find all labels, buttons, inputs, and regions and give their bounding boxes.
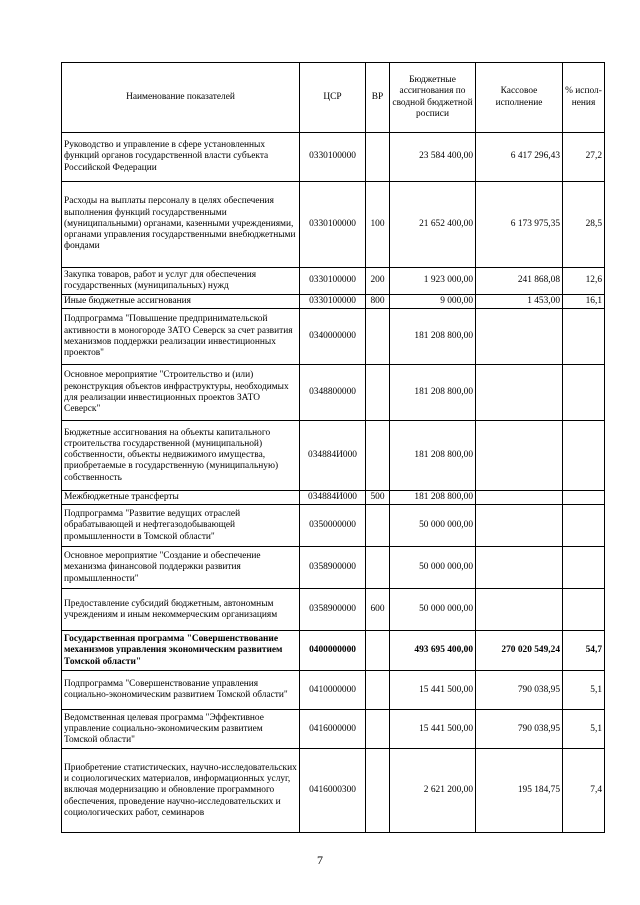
header-percent: % испол-нения — [563, 63, 605, 133]
row-csr: 0330100000 — [300, 268, 366, 295]
row-percent: 12,6 — [563, 268, 605, 295]
row-cash: 6 417 296,43 — [476, 133, 563, 182]
row-csr: 0358900000 — [300, 589, 366, 631]
header-budget: Бюджетные ассигнования по сводной бюджетной росписи — [390, 63, 476, 133]
budget-execution-table — [61, 62, 605, 833]
table-row — [62, 365, 605, 421]
row-cash — [476, 505, 563, 547]
row-budget: 1 923 000,00 — [390, 268, 476, 295]
row-budget: 50 000 000,00 — [390, 547, 476, 589]
row-name: Иные бюджетные ассигнования — [62, 295, 300, 309]
table-row — [62, 547, 605, 589]
row-budget: 493 695 400,00 — [390, 631, 476, 671]
row-cash — [476, 421, 563, 491]
row-vr — [366, 421, 390, 491]
row-vr: 800 — [366, 295, 390, 309]
table-row — [62, 710, 605, 749]
row-cash: 790 038,95 — [476, 671, 563, 710]
row-budget: 181 208 800,00 — [390, 309, 476, 365]
row-percent — [563, 491, 605, 505]
table-row — [62, 421, 605, 491]
row-percent — [563, 505, 605, 547]
header-name: Наименование показателей — [62, 63, 300, 133]
row-vr — [366, 671, 390, 710]
header-cash: Кассовое исполнение — [476, 63, 563, 133]
row-budget: 21 652 400,00 — [390, 182, 476, 268]
row-cash — [476, 309, 563, 365]
row-csr: 034884И000 — [300, 491, 366, 505]
row-name: Бюджетные ассигнования на объекты капитального строительства государственной (муниципальной) собственности, объекты недвижимого имущества, приобретаемые в государственную (муниципальную) собственность — [62, 421, 300, 491]
row-csr: 0348800000 — [300, 365, 366, 421]
row-csr: 0410000000 — [300, 671, 366, 710]
row-vr: 600 — [366, 589, 390, 631]
row-percent: 27,2 — [563, 133, 605, 182]
row-csr: 0330100000 — [300, 295, 366, 309]
row-csr: 0400000000 — [300, 631, 366, 671]
row-csr: 0416000000 — [300, 710, 366, 749]
row-budget: 181 208 800,00 — [390, 421, 476, 491]
row-name: Подпрограмма "Повышение предпринимательской активности в моногороде ЗАТО Северск за счет развития механизмов поддержки реализации инвестиционных проектов" — [62, 309, 300, 365]
row-vr — [366, 710, 390, 749]
row-csr: 0330100000 — [300, 133, 366, 182]
row-cash — [476, 491, 563, 505]
row-cash: 241 868,08 — [476, 268, 563, 295]
table-row — [62, 295, 605, 309]
row-budget: 181 208 800,00 — [390, 365, 476, 421]
row-cash — [476, 589, 563, 631]
table-row — [62, 749, 605, 833]
row-vr: 200 — [366, 268, 390, 295]
row-budget: 2 621 200,00 — [390, 749, 476, 833]
row-budget: 15 441 500,00 — [390, 710, 476, 749]
table-row — [62, 491, 605, 505]
row-name: Государственная программа "Совершенствование механизмов управления экономическим развитием Томской области" — [62, 631, 300, 671]
row-vr: 500 — [366, 491, 390, 505]
table-header-row — [62, 63, 605, 133]
table-row — [62, 268, 605, 295]
table-row — [62, 671, 605, 710]
row-name: Подпрограмма "Совершенствование управления социально-экономическим развитием Томской области" — [62, 671, 300, 710]
row-vr — [366, 631, 390, 671]
table-row — [62, 631, 605, 671]
row-vr — [366, 133, 390, 182]
row-csr: 0350000000 — [300, 505, 366, 547]
row-percent: 16,1 — [563, 295, 605, 309]
row-vr — [366, 547, 390, 589]
row-percent — [563, 309, 605, 365]
header-vr: ВР — [366, 63, 390, 133]
row-percent: 7,4 — [563, 749, 605, 833]
row-csr: 0358900000 — [300, 547, 366, 589]
row-cash: 270 020 549,24 — [476, 631, 563, 671]
row-vr — [366, 309, 390, 365]
table-row — [62, 133, 605, 182]
row-name: Ведомственная целевая программа "Эффективное управление социально-экономическим развитием Томской области" — [62, 710, 300, 749]
row-cash — [476, 547, 563, 589]
row-vr — [366, 749, 390, 833]
row-vr: 100 — [366, 182, 390, 268]
table-row — [62, 182, 605, 268]
table-row — [62, 589, 605, 631]
row-budget: 50 000 000,00 — [390, 589, 476, 631]
row-percent — [563, 421, 605, 491]
row-percent: 54,7 — [563, 631, 605, 671]
row-name: Подпрограмма "Развитие ведущих отраслей обрабатывающей и нефтегазодобывающей промышленности в Томской области" — [62, 505, 300, 547]
row-percent — [563, 589, 605, 631]
row-budget: 9 000,00 — [390, 295, 476, 309]
row-percent: 5,1 — [563, 710, 605, 749]
row-budget: 15 441 500,00 — [390, 671, 476, 710]
row-budget: 23 584 400,00 — [390, 133, 476, 182]
row-budget: 181 208 800,00 — [390, 491, 476, 505]
row-csr: 0416000300 — [300, 749, 366, 833]
row-name: Основное мероприятие "Создание и обеспечение механизма финансовой поддержки развития промышленности" — [62, 547, 300, 589]
page-number: 7 — [317, 853, 323, 867]
table-body — [62, 133, 605, 833]
row-percent: 28,5 — [563, 182, 605, 268]
row-name: Основное мероприятие "Строительство и (или) реконструкция объектов инфраструктуры, необходимых для реализации инвестиционных проектов ЗАТО Северск" — [62, 365, 300, 421]
row-cash: 6 173 975,35 — [476, 182, 563, 268]
row-percent — [563, 547, 605, 589]
row-name: Приобретение статистических, научно-исследовательских и социологических материалов, информационных услуг, включая модернизацию и обновление программного обеспечения, проведение научно-исследовательских и социологических работ, семинаров — [62, 749, 300, 833]
row-name: Межбюджетные трансферты — [62, 491, 300, 505]
row-vr — [366, 505, 390, 547]
row-csr: 0330100000 — [300, 182, 366, 268]
table-row — [62, 505, 605, 547]
header-csr: ЦСР — [300, 63, 366, 133]
row-cash — [476, 365, 563, 421]
row-cash: 1 453,00 — [476, 295, 563, 309]
table-row — [62, 309, 605, 365]
row-csr: 034884И000 — [300, 421, 366, 491]
row-name: Руководство и управление в сфере установленных функций органов государственной власти субъекта Российской Федерации — [62, 133, 300, 182]
row-name: Закупка товаров, работ и услуг для обеспечения государственных (муниципальных) нужд — [62, 268, 300, 295]
row-name: Расходы на выплаты персоналу в целях обеспечения выполнения функций государственными (муниципальными) органами, казенными учреждениями, органами управления государственными внебюджетными фондами — [62, 182, 300, 268]
row-name: Предоставление субсидий бюджетным, автономным учреждениям и иным некоммерческим организациям — [62, 589, 300, 631]
row-cash: 790 038,95 — [476, 710, 563, 749]
row-vr — [366, 365, 390, 421]
row-budget: 50 000 000,00 — [390, 505, 476, 547]
row-percent — [563, 365, 605, 421]
row-csr: 0340000000 — [300, 309, 366, 365]
row-percent: 5,1 — [563, 671, 605, 710]
row-cash: 195 184,75 — [476, 749, 563, 833]
